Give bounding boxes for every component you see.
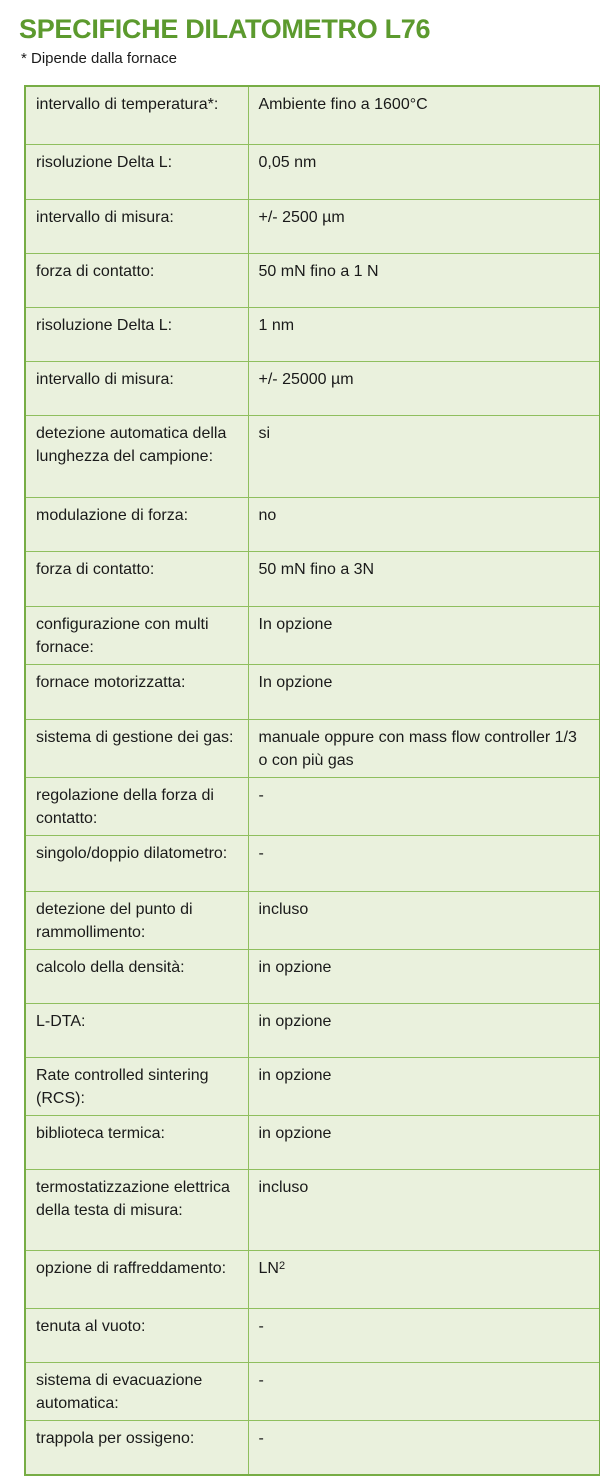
spec-label: opzione di raffreddamento: [25, 1250, 248, 1308]
spec-value: manuale oppure con mass flow controller 1/3 o con più gas [248, 719, 600, 777]
spec-label: detezione automatica della lunghezza del campione: [25, 415, 248, 497]
spec-label: detezione del punto di rammollimento: [25, 891, 248, 949]
spec-value: +/- 25000 µm [248, 361, 600, 415]
spec-value: - [248, 835, 600, 891]
page-title: SPECIFICHE DILATOMETRO L76 [19, 14, 431, 44]
spec-label: configurazione con multi fornace: [25, 606, 248, 664]
spec-label: forza di contatto: [25, 253, 248, 307]
table-row [25, 777, 600, 835]
spec-value: +/- 2500 µm [248, 199, 600, 253]
spec-value: 50 mN fino a 1 N [248, 253, 600, 307]
spec-value: 50 mN fino a 3N [248, 551, 600, 606]
table-row [25, 1115, 600, 1169]
spec-label: risoluzione Delta L: [25, 144, 248, 199]
table-row [25, 1169, 600, 1250]
spec-value [248, 1250, 600, 1308]
footnote: * Dipende dalla fornace [21, 50, 177, 67]
table-row [25, 1057, 600, 1115]
spec-label: intervallo di misura: [25, 199, 248, 253]
table-row [25, 1250, 600, 1308]
table-row [25, 199, 600, 253]
spec-value: In opzione [248, 606, 600, 664]
spec-label: L-DTA: [25, 1003, 248, 1057]
table-row [25, 1362, 600, 1420]
table-row [25, 86, 600, 144]
table-row [25, 664, 600, 719]
spec-value: - [248, 1362, 600, 1420]
table-row [25, 835, 600, 891]
table-row [25, 1308, 600, 1362]
spec-value: no [248, 497, 600, 551]
table-row [25, 891, 600, 949]
spec-label: biblioteca termica: [25, 1115, 248, 1169]
table-row [25, 144, 600, 199]
table-row [25, 949, 600, 1003]
spec-label: modulazione di forza: [25, 497, 248, 551]
spec-value: in opzione [248, 1057, 600, 1115]
spec-label: fornace motorizzatta: [25, 664, 248, 719]
table-row [25, 361, 600, 415]
spec-label: singolo/doppio dilatometro: [25, 835, 248, 891]
spec-value: in opzione [248, 1003, 600, 1057]
specifications-table [24, 85, 600, 1476]
spec-value-subscript: 2 [278, 1259, 286, 1272]
spec-label: regolazione della forza di contatto: [25, 777, 248, 835]
spec-value: - [248, 1420, 600, 1475]
spec-value: 1 nm [248, 307, 600, 361]
spec-label: forza di contatto: [25, 551, 248, 606]
spec-value: 0,05 nm [248, 144, 600, 199]
table-row [25, 551, 600, 606]
table-row [25, 253, 600, 307]
spec-value: Ambiente fino a 1600°C [248, 86, 600, 144]
spec-value: si [248, 415, 600, 497]
spec-value: incluso [248, 891, 600, 949]
table-row [25, 1420, 600, 1475]
spec-label: sistema di evacuazione automatica: [25, 1362, 248, 1420]
spec-label: Rate controlled sintering (RCS): [25, 1057, 248, 1115]
spec-value-text: LN [258, 1259, 279, 1277]
spec-label: tenuta al vuoto: [25, 1308, 248, 1362]
spec-value: incluso [248, 1169, 600, 1250]
spec-value: In opzione [248, 664, 600, 719]
spec-label: intervallo di temperatura*: [25, 86, 248, 144]
table-row [25, 719, 600, 777]
spec-label: sistema di gestione dei gas: [25, 719, 248, 777]
spec-label: termostatizzazione elettrica della testa di misura: [25, 1169, 248, 1250]
spec-value: - [248, 777, 600, 835]
spec-value: in opzione [248, 1115, 600, 1169]
spec-value: in opzione [248, 949, 600, 1003]
spec-label: risoluzione Delta L: [25, 307, 248, 361]
table-row [25, 497, 600, 551]
table-row [25, 1003, 600, 1057]
table-row [25, 307, 600, 361]
table-row [25, 415, 600, 497]
spec-value: - [248, 1308, 600, 1362]
spec-label: intervallo di misura: [25, 361, 248, 415]
table-row [25, 606, 600, 664]
spec-label: calcolo della densità: [25, 949, 248, 1003]
spec-label: trappola per ossigeno: [25, 1420, 248, 1475]
